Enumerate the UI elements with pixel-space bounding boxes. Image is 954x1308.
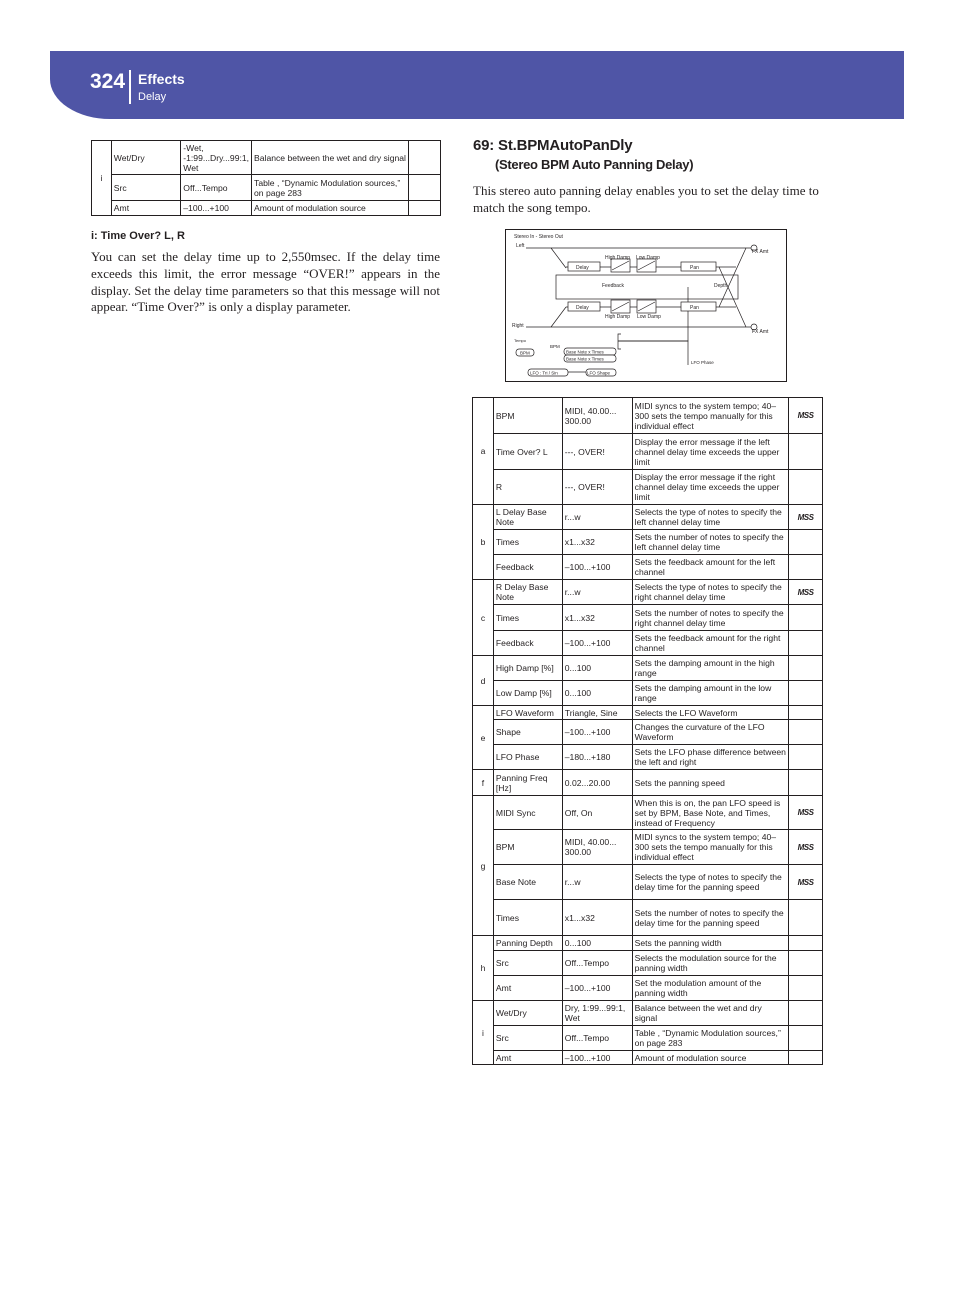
table-row bbox=[473, 865, 823, 900]
param-description: Sets the number of notes to specify the delay time for the panning speed bbox=[632, 900, 788, 936]
mod-cell bbox=[409, 201, 441, 216]
chapter-subtitle: Delay bbox=[138, 91, 167, 103]
table-row bbox=[473, 745, 823, 770]
param-range: r...w bbox=[562, 505, 632, 530]
group-label: i bbox=[473, 1001, 494, 1065]
table-row bbox=[473, 505, 823, 530]
param-range: ---, OVER! bbox=[562, 470, 632, 505]
table-row bbox=[473, 900, 823, 936]
mod-cell bbox=[789, 434, 823, 470]
param-description: Display the error message if the right channel delay time exceeds the upper limit bbox=[632, 470, 788, 505]
diagram-high-damp-bottom: High Damp bbox=[605, 314, 631, 320]
diagram-high-damp-top: High Damp bbox=[605, 255, 631, 261]
group-label: c bbox=[473, 580, 494, 656]
table-row bbox=[473, 605, 823, 631]
param-name: Src bbox=[111, 175, 180, 201]
param-name: Amt bbox=[493, 1051, 562, 1065]
param-description: Selects the type of notes to specify the right channel delay time bbox=[632, 580, 788, 605]
mss-icon: MSS bbox=[797, 587, 814, 597]
table-row bbox=[473, 580, 823, 605]
param-name: Src bbox=[493, 1026, 562, 1051]
table-row bbox=[473, 976, 823, 1001]
param-name: High Damp [%] bbox=[493, 656, 562, 681]
mod-cell bbox=[789, 936, 823, 951]
time-over-heading: i: Time Over? L, R bbox=[91, 230, 185, 242]
header-separator bbox=[129, 70, 131, 104]
diagram-tempo: Tempo bbox=[514, 338, 527, 343]
left-parameter-table bbox=[91, 140, 441, 216]
table-row bbox=[473, 1051, 823, 1065]
group-label: e bbox=[473, 706, 494, 770]
mod-cell bbox=[789, 951, 823, 976]
param-name: MIDI Sync bbox=[493, 796, 562, 830]
mss-icon: MSS bbox=[797, 411, 814, 420]
param-name: Feedback bbox=[493, 631, 562, 656]
diagram-base-note-1: Base Note x Times bbox=[566, 349, 604, 355]
param-description: Selects the modulation source for the panning width bbox=[632, 951, 788, 976]
param-description: Changes the curvature of the LFO Waveform bbox=[632, 720, 788, 745]
mod-cell bbox=[789, 580, 823, 605]
param-description: Sets the damping amount in the high range bbox=[632, 656, 788, 681]
mod-cell bbox=[789, 865, 823, 900]
param-description: Table , “Dynamic Modulation sources,” on page 283 bbox=[632, 1026, 788, 1051]
table-row bbox=[473, 555, 823, 580]
param-name: Wet/Dry bbox=[493, 1001, 562, 1026]
diagram-depth: Depth bbox=[714, 283, 728, 289]
table-row bbox=[473, 796, 823, 830]
mss-icon: MSS bbox=[797, 808, 814, 817]
diagram-lfo-tri-sin: LFO : Tri / Sin bbox=[530, 370, 558, 376]
param-description: Balance between the wet and dry signal bbox=[252, 141, 409, 175]
param-range: –100...+100 bbox=[181, 201, 252, 216]
table-row bbox=[473, 1001, 823, 1026]
table-row bbox=[473, 470, 823, 505]
param-range: –180...+180 bbox=[562, 745, 632, 770]
param-range: –100...+100 bbox=[562, 631, 632, 656]
mod-cell bbox=[789, 770, 823, 796]
mod-cell bbox=[789, 398, 823, 434]
param-name: Base Note bbox=[493, 865, 562, 900]
param-name: LFO Phase bbox=[493, 745, 562, 770]
param-name: Feedback bbox=[493, 555, 562, 580]
param-description: Selects the type of notes to specify the left channel delay time bbox=[632, 505, 788, 530]
main-parameter-table bbox=[472, 397, 823, 1065]
param-name: R Delay Base Note bbox=[493, 580, 562, 605]
param-range: 0.02...20.00 bbox=[562, 770, 632, 796]
param-name: Src bbox=[493, 951, 562, 976]
diagram-feedback: Feedback bbox=[602, 283, 624, 289]
diagram-delay-bottom: Delay bbox=[576, 305, 589, 311]
table-row bbox=[473, 1026, 823, 1051]
group-label: g bbox=[473, 796, 494, 936]
table-row bbox=[473, 706, 823, 720]
diagram-stereo-label: Stereo In - Stereo Out bbox=[514, 234, 563, 240]
param-range: r...w bbox=[562, 580, 632, 605]
diagram-left-label: Left bbox=[516, 243, 525, 249]
mod-cell bbox=[409, 175, 441, 201]
param-description: Sets the number of notes to specify the right channel delay time bbox=[632, 605, 788, 631]
group-label: f bbox=[473, 770, 494, 796]
param-range: Dry, 1:99...99:1, Wet bbox=[562, 1001, 632, 1026]
mod-cell bbox=[789, 796, 823, 830]
group-label: d bbox=[473, 656, 494, 706]
page-number: 324 bbox=[90, 70, 126, 93]
mod-cell bbox=[789, 470, 823, 505]
table-row bbox=[473, 434, 823, 470]
param-description: Selects the type of notes to specify the delay time for the panning speed bbox=[632, 865, 788, 900]
param-description: Sets the feedback amount for the left channel bbox=[632, 555, 788, 580]
table-row bbox=[473, 656, 823, 681]
mod-cell bbox=[789, 1001, 823, 1026]
mss-icon: MSS bbox=[797, 512, 814, 522]
mod-cell bbox=[789, 720, 823, 745]
mod-cell bbox=[789, 605, 823, 631]
diagram-low-damp-bottom: Low Damp bbox=[637, 314, 661, 320]
param-name: Amt bbox=[111, 201, 180, 216]
mod-cell bbox=[789, 1026, 823, 1051]
param-range: 0...100 bbox=[562, 681, 632, 706]
param-range: 0...100 bbox=[562, 936, 632, 951]
param-name: Times bbox=[493, 900, 562, 936]
param-range: –100...+100 bbox=[562, 555, 632, 580]
param-description: MIDI syncs to the system tempo; 40–300 sets the tempo manually for this individual effect bbox=[632, 830, 788, 865]
param-name: L Delay Base Note bbox=[493, 505, 562, 530]
param-description: MIDI syncs to the system tempo; 40–300 sets the tempo manually for this individual effect bbox=[632, 398, 788, 434]
param-range: Off...Tempo bbox=[562, 1026, 632, 1051]
param-range: Off, On bbox=[562, 796, 632, 830]
param-range: Off...Tempo bbox=[181, 175, 252, 201]
table-row bbox=[92, 201, 441, 216]
param-range: MIDI, 40.00... 300.00 bbox=[562, 398, 632, 434]
table-row bbox=[473, 770, 823, 796]
param-description: Balance between the wet and dry signal bbox=[632, 1001, 788, 1026]
param-range: -Wet, -1:99...Dry...99:1, Wet bbox=[181, 141, 252, 175]
param-name: R bbox=[493, 470, 562, 505]
param-range: x1...x32 bbox=[562, 900, 632, 936]
table-row bbox=[473, 951, 823, 976]
mod-cell bbox=[789, 830, 823, 865]
table-row bbox=[473, 720, 823, 745]
mod-cell bbox=[789, 505, 823, 530]
mss-icon: MSS bbox=[797, 842, 814, 852]
param-range: Off...Tempo bbox=[562, 951, 632, 976]
param-description: Table , “Dynamic Modulation sources,” on page 283 bbox=[252, 175, 409, 201]
param-description: Amount of modulation source bbox=[252, 201, 409, 216]
mod-cell bbox=[789, 530, 823, 555]
table-row bbox=[473, 936, 823, 951]
param-description: Selects the LFO Waveform bbox=[632, 706, 788, 720]
mss-icon: MSS bbox=[797, 877, 814, 887]
param-name: LFO Waveform bbox=[493, 706, 562, 720]
param-description: Amount of modulation source bbox=[632, 1051, 788, 1065]
param-name: Shape bbox=[493, 720, 562, 745]
mod-cell bbox=[789, 745, 823, 770]
param-description: Display the error message if the left channel delay time exceeds the upper limit bbox=[632, 434, 788, 470]
block-diagram-svg bbox=[506, 230, 786, 381]
param-name: Panning Freq [Hz] bbox=[493, 770, 562, 796]
diagram-base-note-2: Base Note x Times bbox=[566, 356, 604, 362]
param-description: Sets the panning width bbox=[632, 936, 788, 951]
param-description: Sets the panning speed bbox=[632, 770, 788, 796]
param-description: Sets the feedback amount for the right channel bbox=[632, 631, 788, 656]
mod-cell bbox=[789, 976, 823, 1001]
param-name: Time Over? L bbox=[493, 434, 562, 470]
param-name: Amt bbox=[493, 976, 562, 1001]
effect-title: 69: St.BPMAutoPanDly bbox=[473, 137, 633, 154]
param-range: –100...+100 bbox=[562, 1051, 632, 1065]
mod-cell bbox=[789, 706, 823, 720]
param-name: Wet/Dry bbox=[111, 141, 180, 175]
group-label: h bbox=[473, 936, 494, 1001]
param-range: ---, OVER! bbox=[562, 434, 632, 470]
diagram-delay-top: Delay bbox=[576, 265, 589, 271]
diagram-low-damp-top: Low Damp bbox=[636, 255, 660, 261]
param-name: BPM bbox=[493, 398, 562, 434]
param-range: –100...+100 bbox=[562, 720, 632, 745]
time-over-paragraph: You can set the delay time up to 2,550msec. If the delay time exceeds this limit, the error message “OVER!” appears in the display. Set the delay time parameters so that this message will not appear. “Time Over?” is only a display parameter. bbox=[91, 249, 440, 315]
diagram-fx-amt-top: FX Amt bbox=[752, 249, 769, 255]
mod-cell bbox=[789, 1051, 823, 1065]
mod-cell bbox=[789, 681, 823, 706]
block-diagram bbox=[505, 229, 787, 382]
diagram-bpm-box-label: BPM bbox=[520, 350, 530, 356]
diagram-bpm-label: BPM bbox=[550, 344, 560, 349]
param-range: Triangle, Sine bbox=[562, 706, 632, 720]
param-name: BPM bbox=[493, 830, 562, 865]
table-row bbox=[473, 530, 823, 555]
param-name: Times bbox=[493, 605, 562, 631]
param-description: Sets the damping amount in the low range bbox=[632, 681, 788, 706]
table-row bbox=[473, 681, 823, 706]
param-description: When this is on, the pan LFO speed is set by BPM, Base Note, and Times, instead of Frequency bbox=[632, 796, 788, 830]
mod-cell bbox=[789, 555, 823, 580]
diagram-lfo-phase: LFO Phase bbox=[691, 360, 714, 365]
param-name: Low Damp [%] bbox=[493, 681, 562, 706]
chapter-title: Effects bbox=[138, 71, 185, 87]
param-name: Times bbox=[493, 530, 562, 555]
param-name: Panning Depth bbox=[493, 936, 562, 951]
diagram-right-label: Right bbox=[512, 323, 524, 329]
diagram-lfo-shape: LFO Shape bbox=[587, 370, 611, 376]
param-range: r...w bbox=[562, 865, 632, 900]
mod-cell bbox=[409, 141, 441, 175]
effect-subtitle: (Stereo BPM Auto Panning Delay) bbox=[495, 157, 694, 172]
table-row bbox=[92, 141, 441, 175]
group-label: i bbox=[92, 141, 112, 216]
mod-cell bbox=[789, 900, 823, 936]
param-description: Sets the LFO phase difference between the left and right bbox=[632, 745, 788, 770]
param-description: Set the modulation amount of the panning width bbox=[632, 976, 788, 1001]
param-range: 0...100 bbox=[562, 656, 632, 681]
diagram-fx-amt-bottom: FX Amt bbox=[752, 329, 769, 335]
group-label: a bbox=[473, 398, 494, 505]
mod-cell bbox=[789, 631, 823, 656]
param-description: Sets the number of notes to specify the left channel delay time bbox=[632, 530, 788, 555]
param-range: x1...x32 bbox=[562, 530, 632, 555]
param-range: x1...x32 bbox=[562, 605, 632, 631]
group-label: b bbox=[473, 505, 494, 580]
table-row bbox=[92, 175, 441, 201]
table-row bbox=[473, 631, 823, 656]
table-row bbox=[473, 830, 823, 865]
table-row bbox=[473, 398, 823, 434]
mod-cell bbox=[789, 656, 823, 681]
param-range: –100...+100 bbox=[562, 976, 632, 1001]
diagram-pan-bottom: Pan bbox=[690, 305, 699, 311]
effect-intro: This stereo auto panning delay enables you to set the delay time to match the song tempo. bbox=[473, 183, 819, 215]
diagram-pan-top: Pan bbox=[690, 265, 699, 271]
param-range: MIDI, 40.00... 300.00 bbox=[562, 830, 632, 865]
